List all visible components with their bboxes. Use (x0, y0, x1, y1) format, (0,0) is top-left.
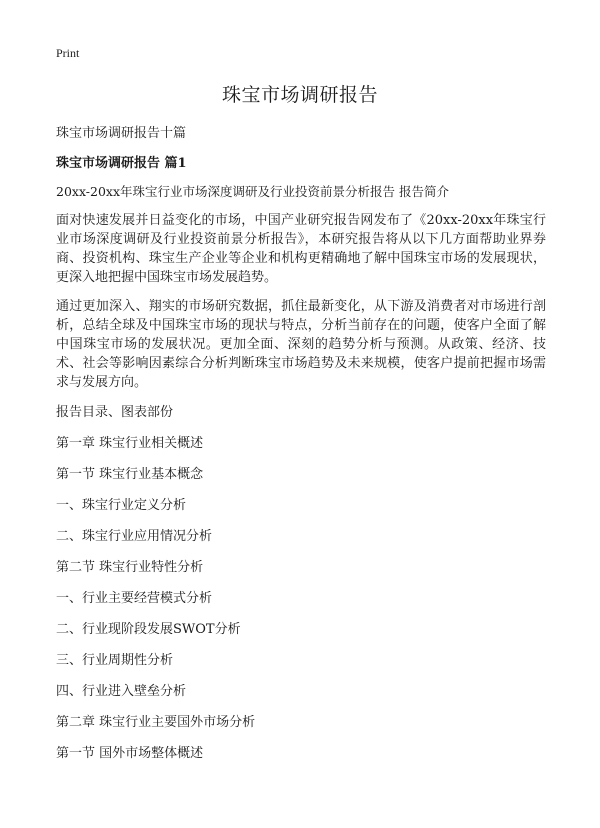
paragraph-2: 通过更加深入、翔实的市场研究数据，抓住最新变化，从下游及消费者对市场进行剖析，总结全球及中国珠宝市场的现状与特点，分析当前存在的问题，使客户全面了解中国珠宝市场的发展状况。更加全面、深刻的趋势分析与预测。从政策、经济、技术、社会等影响因素综合分析判断珠宝市场趋势及未来规模，使客户提前把握市场需求与发展方向。 (56, 299, 546, 390)
toc-line-ch1-s2-item-4: 四、行业进入壁垒分析 (56, 684, 187, 699)
toc-line-report-catalog: 报告目录、图表部份 (56, 405, 174, 420)
print-link[interactable]: Print (56, 46, 80, 60)
document-title: 珠宝市场调研报告 (221, 84, 378, 106)
toc-line-ch1-s2-item-3: 三、行业周期性分析 (56, 653, 174, 668)
toc-line-ch1-s1-item-1: 一、珠宝行业定义分析 (56, 498, 187, 513)
toc-line-ch1-section-1: 第一节 珠宝行业基本概念 (56, 467, 204, 482)
toc-line-chapter-2: 第二章 珠宝行业主要国外市场分析 (56, 715, 256, 730)
toc-line-ch1-s2-item-1: 一、行业主要经营模式分析 (56, 591, 213, 606)
document-subtitle: 珠宝市场调研报告十篇 (56, 126, 187, 141)
toc-line-ch1-s2-item-2: 二、行业现阶段发展SWOT分析 (56, 622, 241, 637)
toc-line-ch1-section-2: 第二节 珠宝行业特性分析 (56, 560, 204, 575)
toc-line-ch1-s1-item-2: 二、珠宝行业应用情况分析 (56, 529, 213, 544)
intro-heading: 20xx-20xx年珠宝行业市场深度调研及行业投资前景分析报告 报告简介 (56, 184, 449, 199)
section-heading: 珠宝市场调研报告 篇1 (56, 156, 187, 171)
toc-line-chapter-1: 第一章 珠宝行业相关概述 (56, 436, 204, 451)
toc-line-ch2-section-1: 第一节 国外市场整体概述 (56, 746, 204, 761)
paragraph-1: 面对快速发展并日益变化的市场，中国产业研究报告网发布了《20xx-20xx年珠宝行业市场深度调研及行业投资前景分析报告》，本研究报告将从以下几方面帮助业界券商、投资机构、珠宝生产企业等企业和机构更精确地了解中国珠宝市场的发展现状，更深入地把握中国珠宝市场发展趋势。 (56, 213, 546, 285)
